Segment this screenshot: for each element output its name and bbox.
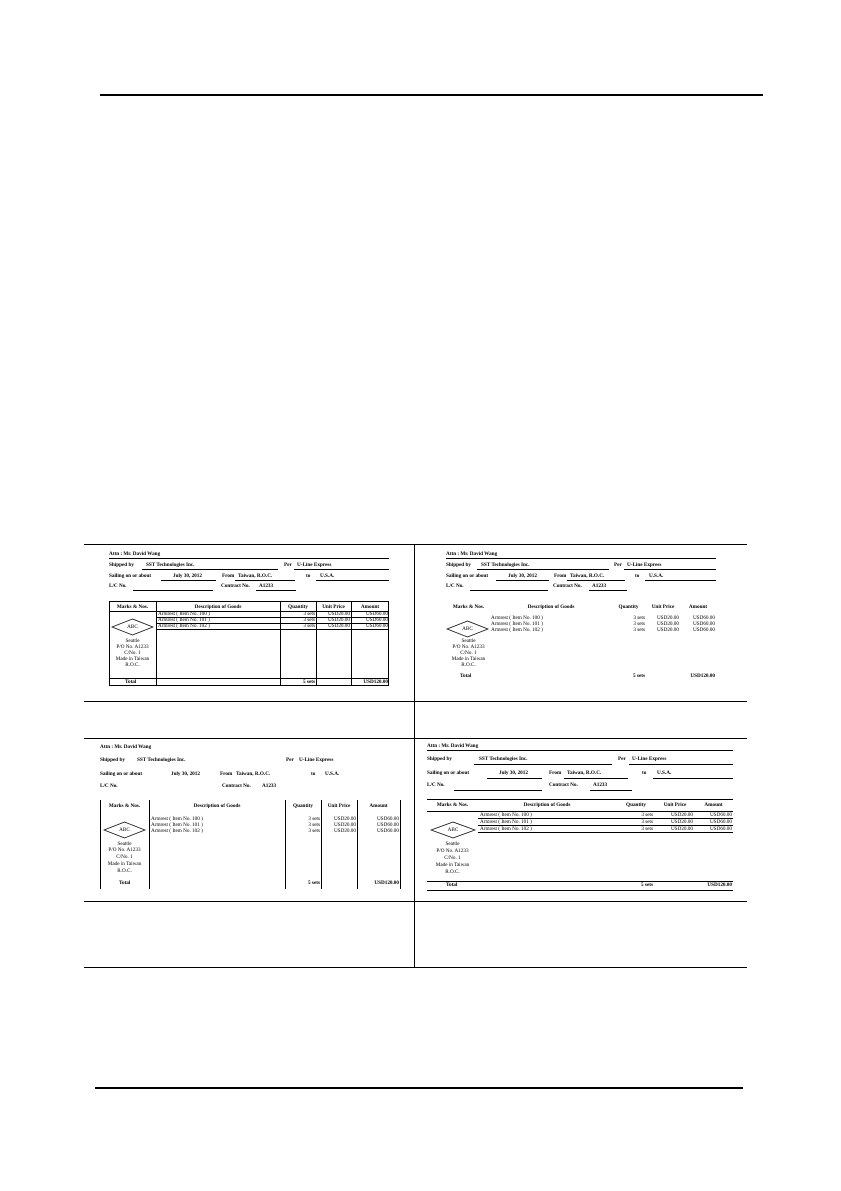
to-value: U.S.A.: [649, 573, 664, 579]
from-label: From: [222, 573, 235, 579]
item-amount: USD60.00: [376, 828, 399, 834]
marks-line: Made in Taiwan: [451, 656, 486, 662]
lc-label: L/C No.: [109, 583, 127, 589]
col-line: [285, 800, 286, 889]
item-desc: Armrest ( Item No. 101 ): [491, 621, 543, 627]
underline: [496, 580, 549, 581]
grid-line-row2: [84, 738, 747, 739]
shipped-by-label: Shipped by: [100, 757, 125, 763]
total-line: [427, 881, 733, 882]
to-value: U.S.A.: [657, 770, 672, 776]
sailing-label: Sailing on or about: [100, 771, 143, 777]
marks-line: R.O.C.: [117, 868, 132, 874]
shipped-by-value: SST Technologies Inc.: [481, 562, 530, 568]
bottom-rule: [95, 1087, 743, 1089]
underline: [161, 580, 216, 581]
item-amount: USD60.00: [692, 621, 715, 627]
marks-logo-text: ABC: [462, 626, 473, 632]
invoice-sample-1: [109, 552, 389, 686]
item-qty: 3 sets: [633, 615, 645, 621]
item-amount: USD60.00: [365, 623, 388, 629]
marks-line: Seattle: [461, 638, 476, 644]
item-price: USD20.00: [670, 812, 693, 818]
item-qty: 3 sets: [641, 812, 653, 818]
item-desc: Armrest ( Item No. 100 ): [151, 816, 203, 822]
marks-line: Made in Taiwan: [107, 861, 142, 867]
shipped-by-value: SST Technologies Inc.: [137, 757, 186, 763]
header-top-line: [427, 799, 733, 800]
col-header-amount: Amount: [688, 604, 708, 610]
marks-line: Seattle: [125, 638, 140, 644]
sailing-date: July 30, 2012: [171, 771, 200, 777]
per-value: U-Line Express: [297, 562, 332, 568]
marks-logo-text: ABC: [447, 827, 459, 833]
item-price: USD20.00: [656, 621, 679, 627]
invoice-sample-2: [446, 552, 716, 682]
col-header-description: Description of Goods: [523, 802, 571, 808]
underline: [454, 790, 542, 791]
marks-line: C/No. 1: [460, 650, 477, 656]
underline: [470, 590, 548, 591]
shipped-by-label: Shipped by: [446, 562, 471, 568]
underline: [629, 764, 733, 765]
invoice-sample-4: [427, 744, 733, 892]
per-value: U-Line Express: [632, 756, 667, 762]
item-qty: 3 sets: [641, 819, 653, 825]
grid-line-top: [84, 544, 747, 545]
col-line: [357, 800, 358, 889]
col-header-description: Description of Goods: [193, 803, 241, 809]
item-price: USD20.00: [333, 816, 356, 822]
marks-line: Seattle: [445, 841, 460, 847]
attn-text: Attn : Mr. David Wang: [427, 743, 479, 749]
shipped-by-label: Shipped by: [109, 562, 134, 568]
attn-text: Attn : Mr. David Wang: [100, 744, 152, 750]
col-header-unit-price: Unit Price: [651, 604, 675, 610]
marks-line: P/O No. A1233: [452, 644, 485, 650]
total-qty: 5 sets: [633, 673, 645, 679]
marks-line: C/No. 1: [116, 854, 133, 860]
contract-value: A1233: [593, 782, 608, 788]
underline: [653, 778, 733, 779]
grid-line-row1: [84, 701, 747, 702]
marks-line: P/O No. A1233: [436, 848, 469, 854]
underline: [590, 790, 632, 791]
item-desc: Armrest ( Item No. 100 ): [491, 615, 543, 621]
total-label: Total: [446, 882, 458, 888]
total-qty: 5 sets: [641, 882, 653, 888]
marks-logo-text: ABC: [127, 624, 138, 630]
total-amount: USD120.00: [690, 673, 715, 679]
item-desc: Armrest ( Item No. 100 ): [158, 611, 210, 617]
underline: [446, 558, 716, 559]
contract-value: A1233: [592, 583, 607, 589]
underline: [645, 580, 716, 581]
lc-label: L/C No.: [100, 783, 118, 789]
contract-label: Contract No.: [222, 783, 251, 789]
to-label: to: [311, 771, 316, 777]
per-value: U-Line Express: [627, 562, 662, 568]
to-label: to: [642, 770, 647, 776]
to-label: to: [306, 573, 311, 579]
grid-divider: [414, 544, 415, 968]
underline: [564, 778, 628, 779]
item-qty: 3 sets: [633, 621, 645, 627]
item-desc: Armrest ( Item No. 101 ): [151, 822, 203, 828]
contract-label: Contract No.: [221, 583, 250, 589]
col-header-marks: Marks & Nos.: [116, 604, 149, 610]
underline: [477, 569, 609, 570]
marks-line: P/O No. A1233: [108, 847, 141, 853]
underline: [427, 750, 733, 751]
invoice-sample-3: [100, 744, 399, 889]
total-amount: USD120.00: [374, 880, 399, 886]
underline: [256, 590, 296, 591]
to-value: U.S.A.: [320, 573, 335, 579]
from-label: From: [220, 771, 233, 777]
to-value: U.S.A.: [325, 771, 340, 777]
item-desc: Armrest ( Item No. 102 ): [151, 828, 203, 834]
col-header-marks: Marks & Nos.: [436, 802, 469, 808]
per-label: Per: [284, 562, 292, 568]
item-desc: Armrest ( Item No. 102 ): [491, 627, 543, 633]
item-qty: 3 sets: [303, 611, 315, 617]
underline: [133, 590, 213, 591]
marks-line: R.O.C.: [445, 869, 460, 875]
item-amount: USD60.00: [376, 822, 399, 828]
item-qty: 3 sets: [641, 826, 653, 832]
item-amount: USD60.00: [692, 627, 715, 633]
item-desc: Armrest ( Item No. 102 ): [480, 826, 532, 832]
sailing-date: July 30, 2012: [508, 573, 537, 579]
item-price: USD20.00: [333, 828, 356, 834]
item-amount: USD60.00: [709, 812, 732, 818]
item-desc: Armrest ( Item No. 100 ): [480, 812, 532, 818]
per-value: U-Line Express: [299, 757, 334, 763]
total-amount: USD120.00: [707, 882, 732, 888]
item-amount: USD60.00: [709, 819, 732, 825]
col-header-quantity: Quantity: [626, 802, 646, 808]
item-amount: USD60.00: [709, 826, 732, 832]
per-label: Per: [286, 757, 294, 763]
col-line: [400, 800, 401, 889]
shipped-by-value: SST Technologies Inc.: [146, 562, 195, 568]
lc-label: L/C No.: [446, 583, 464, 589]
attn-text: Attn : Mr. David Wang: [446, 551, 498, 557]
marks-line: C/No. 1: [124, 650, 141, 656]
total-qty: 5 sets: [303, 679, 315, 685]
sailing-date: July 30, 2012: [499, 770, 528, 776]
attn-text: Attn : Mr. David Wang: [109, 551, 161, 557]
from-value: Taiwan, R.O.C.: [567, 770, 602, 776]
col-header-marks: Marks & Nos.: [452, 604, 485, 610]
item-price: USD20.00: [656, 627, 679, 633]
item-qty: 3 sets: [308, 822, 320, 828]
item-qty: 3 sets: [308, 828, 320, 834]
item-qty: 3 sets: [308, 816, 320, 822]
item-desc: Armrest ( Item No. 101 ): [158, 617, 210, 623]
total-label: Total: [125, 679, 137, 685]
item-amount: USD60.00: [365, 617, 388, 623]
col-header-amount: Amount: [369, 803, 388, 809]
col-header-amount: Amount: [704, 802, 723, 808]
underline: [109, 558, 389, 559]
underline: [235, 580, 295, 581]
item-price: USD20.00: [327, 623, 350, 629]
shipped-by-value: SST Technologies Inc.: [479, 756, 528, 762]
item-qty: 3 sets: [303, 617, 315, 623]
col-header-quantity: Quantity: [293, 803, 313, 809]
from-label: From: [549, 770, 562, 776]
col-header-quantity: Quantity: [618, 604, 639, 610]
marks-line: Made in Taiwan: [115, 656, 150, 662]
item-desc: Armrest ( Item No. 102 ): [158, 623, 210, 629]
total-qty: 5 sets: [308, 880, 320, 886]
item-qty: 3 sets: [303, 623, 315, 629]
contract-label: Contract No.: [553, 583, 582, 589]
col-header-marks: Marks & Nos.: [108, 803, 141, 809]
item-price: USD20.00: [327, 611, 350, 617]
from-label: From: [554, 573, 567, 579]
lc-label: L/C No.: [427, 782, 445, 788]
bottom-line: [427, 890, 733, 891]
col-header-quantity: Quantity: [288, 604, 308, 610]
marks-line: Made in Taiwan: [435, 862, 470, 868]
item-price: USD20.00: [333, 822, 356, 828]
sailing-date: July 30, 2012: [173, 573, 202, 579]
col-header-amount: Amount: [360, 604, 380, 610]
from-value: Taiwan, R.O.C.: [238, 573, 273, 579]
from-value: Taiwan, R.O.C.: [570, 573, 605, 579]
item-desc: Armrest ( Item No. 101 ): [480, 819, 532, 825]
sailing-label: Sailing on or about: [109, 573, 152, 579]
top-rule: [100, 94, 763, 96]
from-value: Taiwan, R.O.C.: [236, 771, 271, 777]
marks-line: R.O.C.: [125, 662, 140, 668]
grid-line-bottom: [84, 967, 747, 968]
total-line: [109, 678, 389, 679]
col-header-unit-price: Unit Price: [663, 802, 687, 808]
contract-label: Contract No.: [549, 782, 578, 788]
underline: [589, 590, 627, 591]
underline: [474, 764, 612, 765]
item-amount: USD60.00: [365, 611, 388, 617]
total-label: Total: [119, 880, 131, 886]
total-amount: USD120.00: [363, 679, 388, 685]
item-price: USD20.00: [670, 826, 693, 832]
to-label: to: [635, 573, 640, 579]
total-label: Total: [460, 673, 472, 679]
sailing-label: Sailing on or about: [446, 573, 489, 579]
item-qty: 3 sets: [633, 627, 645, 633]
contract-value: A1233: [259, 583, 274, 589]
col-header-description: Description of Goods: [194, 604, 242, 610]
underline: [567, 580, 625, 581]
marks-logo-text: ABC: [119, 827, 130, 833]
underline: [294, 569, 389, 570]
underline: [487, 778, 542, 779]
sailing-label: Sailing on or about: [427, 770, 470, 776]
item-price: USD20.00: [670, 819, 693, 825]
marks-line: Seattle: [117, 841, 132, 847]
shipped-by-label: Shipped by: [427, 756, 452, 762]
contract-value: A1233: [262, 783, 277, 789]
per-label: Per: [618, 756, 626, 762]
underline: [624, 569, 716, 570]
item-amount: USD60.00: [376, 816, 399, 822]
underline: [316, 580, 389, 581]
per-label: Per: [614, 562, 622, 568]
grid-line-row3: [84, 901, 747, 902]
col-header-description: Description of Goods: [527, 604, 575, 610]
marks-line: C/No. 1: [444, 855, 461, 861]
col-line: [149, 800, 150, 889]
item-amount: USD60.00: [692, 615, 715, 621]
marks-line: R.O.C.: [461, 662, 476, 668]
marks-line: P/O No. A1233: [116, 644, 149, 650]
col-line: [321, 800, 322, 889]
col-header-unit-price: Unit Price: [327, 803, 351, 809]
item-price: USD20.00: [327, 617, 350, 623]
underline: [142, 569, 278, 570]
col-header-unit-price: Unit Price: [322, 604, 345, 610]
col-line: [156, 601, 157, 686]
item-price: USD20.00: [656, 615, 679, 621]
